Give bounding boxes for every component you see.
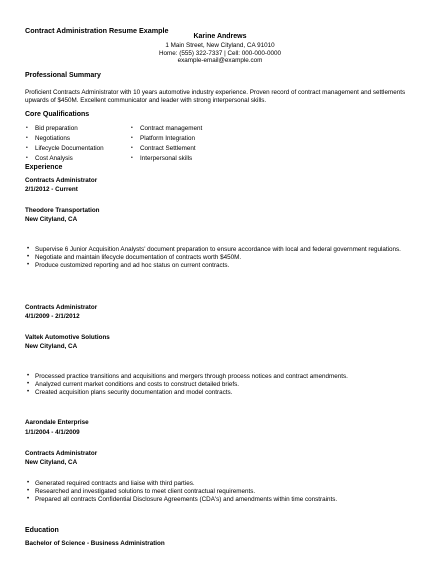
bullet-icon: • — [131, 145, 133, 151]
bullet-icon: • — [27, 487, 30, 494]
job1-title: Contracts Administrator — [25, 177, 98, 184]
job3-dates: 1/1/2004 - 4/1/2009 — [25, 429, 80, 436]
bullet-icon: • — [26, 145, 28, 151]
email-address: example-email@example.com — [177, 57, 263, 65]
bullet-icon: • — [27, 261, 30, 268]
list-item: • Supervise 6 Junior Acquisition Analysts' document preparation to ensure accordance with local and federal government regulations. — [27, 246, 401, 253]
education-heading: Education — [25, 527, 59, 534]
contact-header — [120, 33, 320, 65]
list-item: • Processed practice transitions and acquisitions and mergers through process notices and contract amendments. — [27, 373, 348, 380]
job2-duties — [26, 373, 426, 397]
list-item: • Produce customized reporting and ad hoc status on current contracts. — [27, 261, 230, 269]
list-item: • Prepared all contracts Confidential Disclosure Agreements (CDA's) and amendments within time constraints. — [27, 495, 338, 503]
list-item: • Researched and investigated solutions to meet client contractual requirements. — [27, 487, 256, 495]
bullet-icon: • — [27, 380, 30, 387]
bullet-icon: • — [27, 495, 30, 502]
bullet-icon: • — [27, 388, 30, 395]
address: 1 Main Street, New Cityland, CA 91010 — [165, 41, 275, 49]
degree: Bachelor of Science - Business Administration — [25, 540, 165, 547]
list-item: • Contract Settlement — [131, 145, 196, 152]
bullet-icon: • — [26, 135, 28, 141]
bullet-icon: • — [26, 155, 28, 161]
candidate-name: Karine Andrews — [193, 33, 247, 40]
job3-company: Aarondale Enterprise — [25, 419, 89, 426]
job2-title: Contracts Administrator — [25, 304, 98, 311]
summary-heading: Professional Summary — [25, 72, 101, 79]
experience-heading: Experience — [25, 164, 63, 171]
summary-text: Proficient Contracts Administrator with 10 years automotive industry experience. Proven record of contract management and settlements upwards of $450M. Excellent communicator and leader with strong interpersonal skills. — [25, 89, 406, 104]
list-item: • Lifecycle Documentation — [26, 145, 104, 152]
list-item: • Negotiations — [26, 135, 71, 142]
document-title: Contract Administration Resume Example — [25, 26, 169, 35]
bullet-icon: • — [131, 135, 133, 141]
bullet-icon: • — [27, 373, 30, 379]
qualifications-heading: Core Qualifications — [25, 111, 90, 118]
list-item: • Analyzed current market conditions and costs to construct detailed briefs. — [27, 380, 240, 388]
list-item: • Platform Integration — [131, 135, 195, 142]
job3-location: New Cityland, CA — [25, 459, 78, 466]
list-item: • Cost Analysis — [26, 155, 73, 162]
job3-duties — [26, 480, 426, 504]
bullet-icon: • — [131, 125, 133, 131]
bullet-icon: • — [27, 246, 30, 252]
bullet-icon: • — [27, 253, 30, 260]
list-item: • Negotiate and maintain lifecycle documentation of contracts worth $450M. — [27, 253, 242, 261]
list-item: • Generated required contracts and liaise with third parties. — [27, 480, 195, 487]
list-item: • Created acquisition plans security documentation and model contracts. — [27, 388, 233, 396]
job2-company: Valtek Automotive Solutions — [25, 334, 110, 341]
job1-company: Theodore Transportation — [25, 207, 100, 214]
list-item: • Bid preparation — [26, 125, 78, 132]
job2-dates: 4/1/2009 - 2/1/2012 — [25, 313, 80, 320]
list-item: • Interpersonal skills — [131, 155, 193, 162]
bullet-icon: • — [26, 125, 28, 131]
job1-dates: 2/1/2012 - Current — [25, 186, 78, 193]
list-item: • Contract management — [131, 125, 203, 132]
job1-location: New Cityland, CA — [25, 216, 78, 223]
qualifications-right-list — [131, 125, 202, 165]
phone-numbers: Home: (555) 322-7337 | Cell: 000-000-0000 — [158, 49, 282, 57]
job2-location: New Cityland, CA — [25, 343, 78, 350]
bullet-icon: • — [131, 155, 133, 161]
bullet-icon: • — [27, 480, 30, 486]
job1-duties — [26, 246, 426, 270]
job3-title: Contracts Administrator — [25, 450, 98, 457]
qualifications-left-list — [26, 125, 104, 165]
